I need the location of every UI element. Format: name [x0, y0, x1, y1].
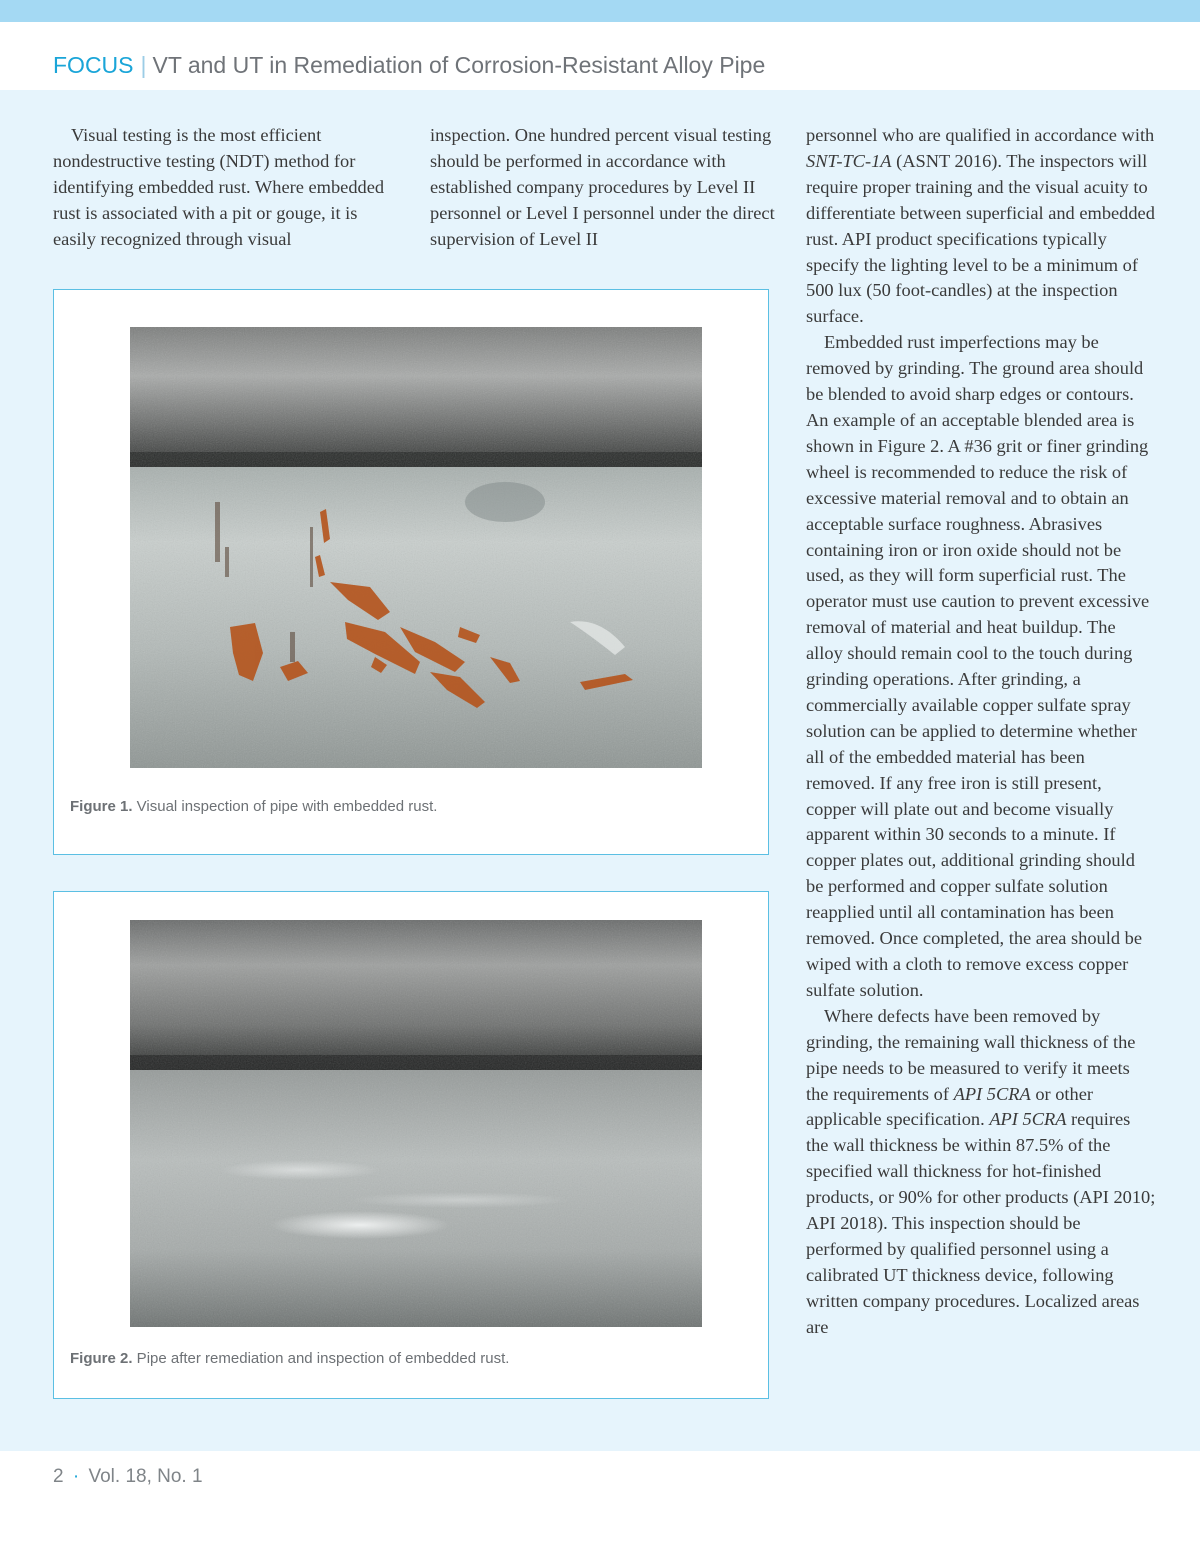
pipe-remediated-photo: [130, 920, 702, 1327]
caption-text: Pipe after remediation and inspection of embedded rust.: [132, 1350, 510, 1367]
paragraph: [806, 1004, 1156, 1341]
text-run: (ASNT 2016). The inspectors will require proper training and the visual acuity to differentiate between superficial and embedded rust. API product specifications typically specify the lighting level to be a minimum of 500 lux (50 foot-candles) at the inspection surface.: [806, 150, 1155, 327]
article-title: VT and UT in Remediation of Corrosion-Resistant Alloy Pipe: [152, 52, 766, 78]
paragraph: Embedded rust imperfections may be removed by grinding. The ground area should be blended to avoid sharp edges or contours. An example of an acceptable blended area is shown in Figure 2. A #36 grit or finer grinding wheel is recommended to reduce the risk of excessive material removal and to obtain an acceptable surface roughness. Abrasives containing iron or iron oxide should not be used, as they will form superficial rust. The operator must use caution to prevent excessive removal of material and heat buildup. The alloy should remain cool to the touch during grinding operations. After grinding, a commercially available copper sulfate spray solution can be applied to determine whether all of the embedded material has been removed. If any free iron is still present, copper will plate out and become visually apparent within 30 seconds to a minute. If copper plates out, additional grinding should be performed and copper sulfate solution reapplied until all contamination has been removed. Once completed, the area should be wiped with a cloth to remove excess copper sulfate solution.: [806, 332, 1150, 1000]
text-run: personnel who are qualified in accordance with: [806, 125, 1155, 145]
running-head: [53, 50, 765, 80]
page-header: [0, 22, 1200, 90]
text-run: or other applicable specification.: [806, 1083, 1094, 1130]
standard-reference: SNT-TC-1A: [806, 150, 892, 171]
header-separator: |: [140, 52, 147, 78]
top-color-bar: [0, 0, 1200, 22]
text-column-2: [430, 123, 775, 253]
page-footer: [53, 1466, 203, 1488]
paragraph: [806, 123, 1156, 330]
page-number: 2: [53, 1466, 64, 1487]
issue-label: Vol. 18, No. 1: [88, 1466, 203, 1487]
figure-label: Figure 2.: [70, 1350, 133, 1367]
paragraph: inspection. One hundred percent visual testing should be performed in accordance with established company procedures by Level II personnel or Level I personnel under the direct supervision of Level II: [430, 125, 775, 249]
footer-dot: ·: [72, 1466, 80, 1487]
paragraph: Visual testing is the most efficient nondestructive testing (NDT) method for identifying embedded rust. Where embedded rust is associated with a pit or gouge, it is easily recognized through visual: [53, 125, 385, 249]
text-run: requires the wall thickness be within 87.5% of the specified wall thickness for hot-finished products, or 90% for other products (API 2010; API 2018). This inspection should be performed by qualified personnel using a calibrated UT thickness device, following written company procedures. Localized areas are: [806, 1109, 1156, 1337]
standard-reference: API 5CRA: [989, 1109, 1067, 1130]
figure-1-caption: [70, 798, 437, 815]
figure-1: [53, 289, 769, 855]
figure-2: [53, 891, 769, 1399]
text-run: Where defects have been removed by grinding, the remaining wall thickness of the pipe needs to be measured to verify it meets the requirements of: [806, 1005, 1136, 1104]
text-column-3: [806, 123, 1156, 1341]
figure-label: Figure 1.: [70, 798, 133, 815]
pipe-rust-photo: [130, 327, 702, 768]
figure-2-caption: [70, 1350, 509, 1367]
section-label: FOCUS: [53, 52, 134, 78]
standard-reference: API 5CRA: [953, 1083, 1031, 1104]
text-column-1: [53, 123, 403, 253]
caption-text: Visual inspection of pipe with embedded rust.: [132, 798, 438, 815]
